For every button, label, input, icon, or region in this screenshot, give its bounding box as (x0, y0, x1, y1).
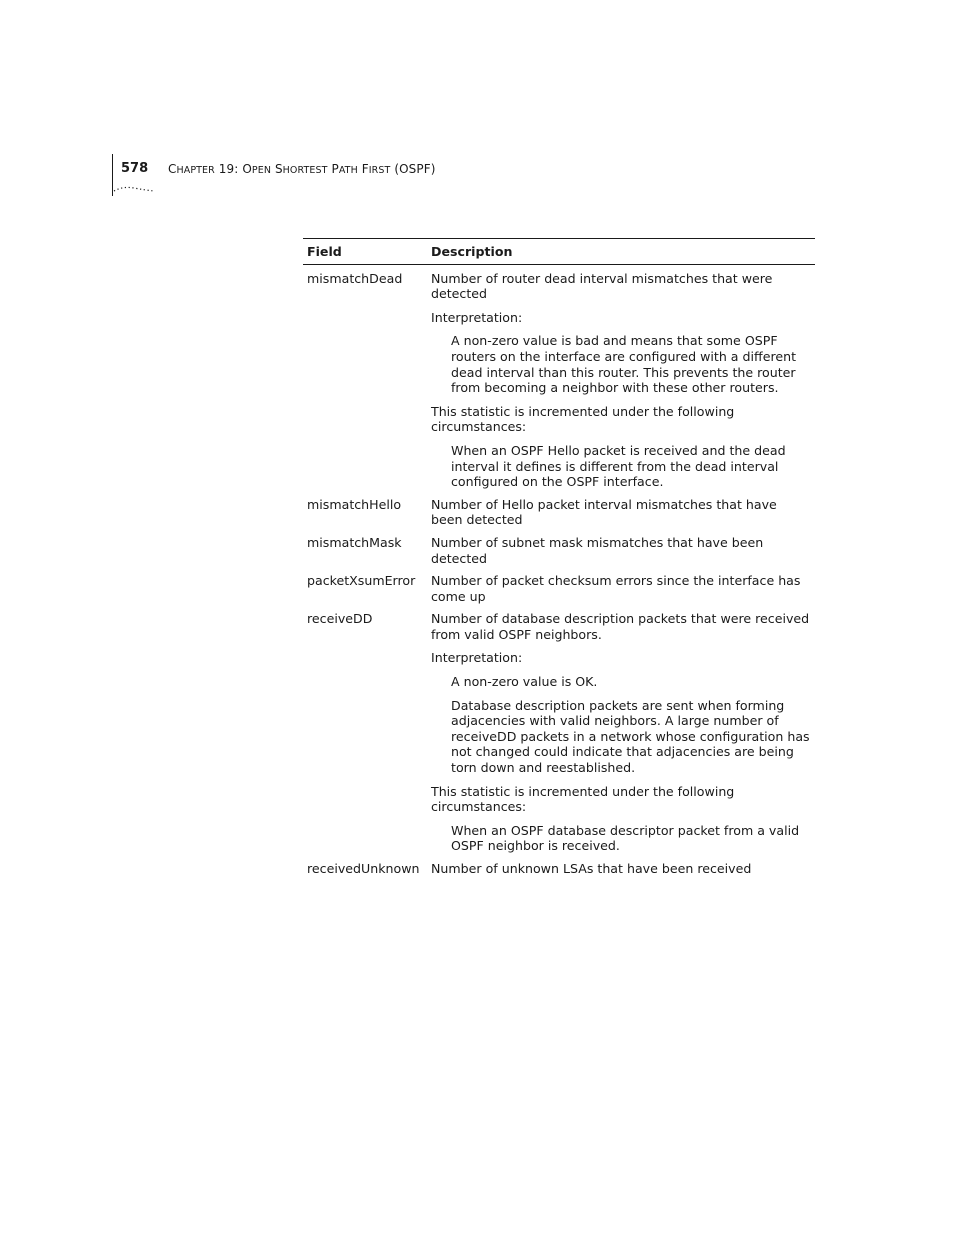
field-description (431, 271, 815, 490)
table-body (303, 265, 815, 877)
header-dotted-ornament (113, 183, 155, 193)
description-indented-paragraph: When an OSPF Hello packet is received and the dead interval it defines is different from the dead interval configured on the OSPF interface. (451, 442, 786, 490)
field-name: mismatchMask (307, 534, 402, 550)
field-description (431, 573, 815, 604)
table-header (303, 238, 815, 265)
field-name: mismatchHello (307, 496, 402, 512)
table-row (303, 265, 815, 490)
description-paragraph: This statistic is incremented under the following circumstances: (431, 403, 735, 435)
description-paragraph: Number of unknown LSAs that have been received (431, 861, 752, 876)
field-description (431, 497, 815, 528)
description-indented-paragraph: A non-zero value is OK. (451, 674, 598, 690)
description-indented-paragraph: Database description packets are sent when forming adjacencies with valid neighbors. A large number of receiveDD packets in a network whose configuration has not changed could indicate that adjacencies are being torn down and reestablished. (451, 697, 810, 776)
table-row (303, 604, 815, 854)
field-description (431, 611, 815, 854)
description-paragraph: Number of router dead interval mismatches that were detected (431, 270, 773, 302)
field-name: receiveDD (307, 611, 373, 627)
field-name: mismatchDead (307, 270, 403, 286)
description-indented-paragraph: When an OSPF database descriptor packet from a valid OSPF neighbor is received. (451, 822, 800, 854)
column-header-field: Field (307, 244, 342, 259)
field-description (431, 535, 815, 566)
field-name: receivedUnknown (307, 861, 420, 876)
table-row (303, 854, 815, 877)
description-paragraph: Number of Hello packet interval mismatches that have been detected (431, 496, 777, 528)
description-paragraph: Interpretation: (431, 309, 523, 325)
field-name: packetXsumError (307, 573, 416, 589)
table-row (303, 528, 815, 566)
field-description-table (303, 238, 815, 877)
table-row (303, 566, 815, 604)
page-number: 578 (121, 161, 149, 176)
description-indented-paragraph: A non-zero value is bad and means that some OSPF routers on the interface are configured with a different dead interval than this router. This prevents the router from becoming a neighbor with these other routers. (451, 333, 797, 396)
chapter-title: CHAPTER 19: OPEN SHORTEST PATH FIRST (OSPF) (168, 162, 436, 176)
column-header-description: Description (431, 244, 513, 259)
table-row (303, 490, 815, 528)
description-paragraph: Interpretation: (431, 650, 523, 666)
description-paragraph: Number of database description packets that were received from valid OSPF neighbors. (431, 611, 810, 642)
description-paragraph: This statistic is incremented under the following circumstances: (431, 783, 735, 815)
description-paragraph: Number of packet checksum errors since the interface has come up (431, 573, 801, 604)
description-paragraph: Number of subnet mask mismatches that have been detected (431, 534, 764, 566)
field-description (431, 861, 815, 877)
